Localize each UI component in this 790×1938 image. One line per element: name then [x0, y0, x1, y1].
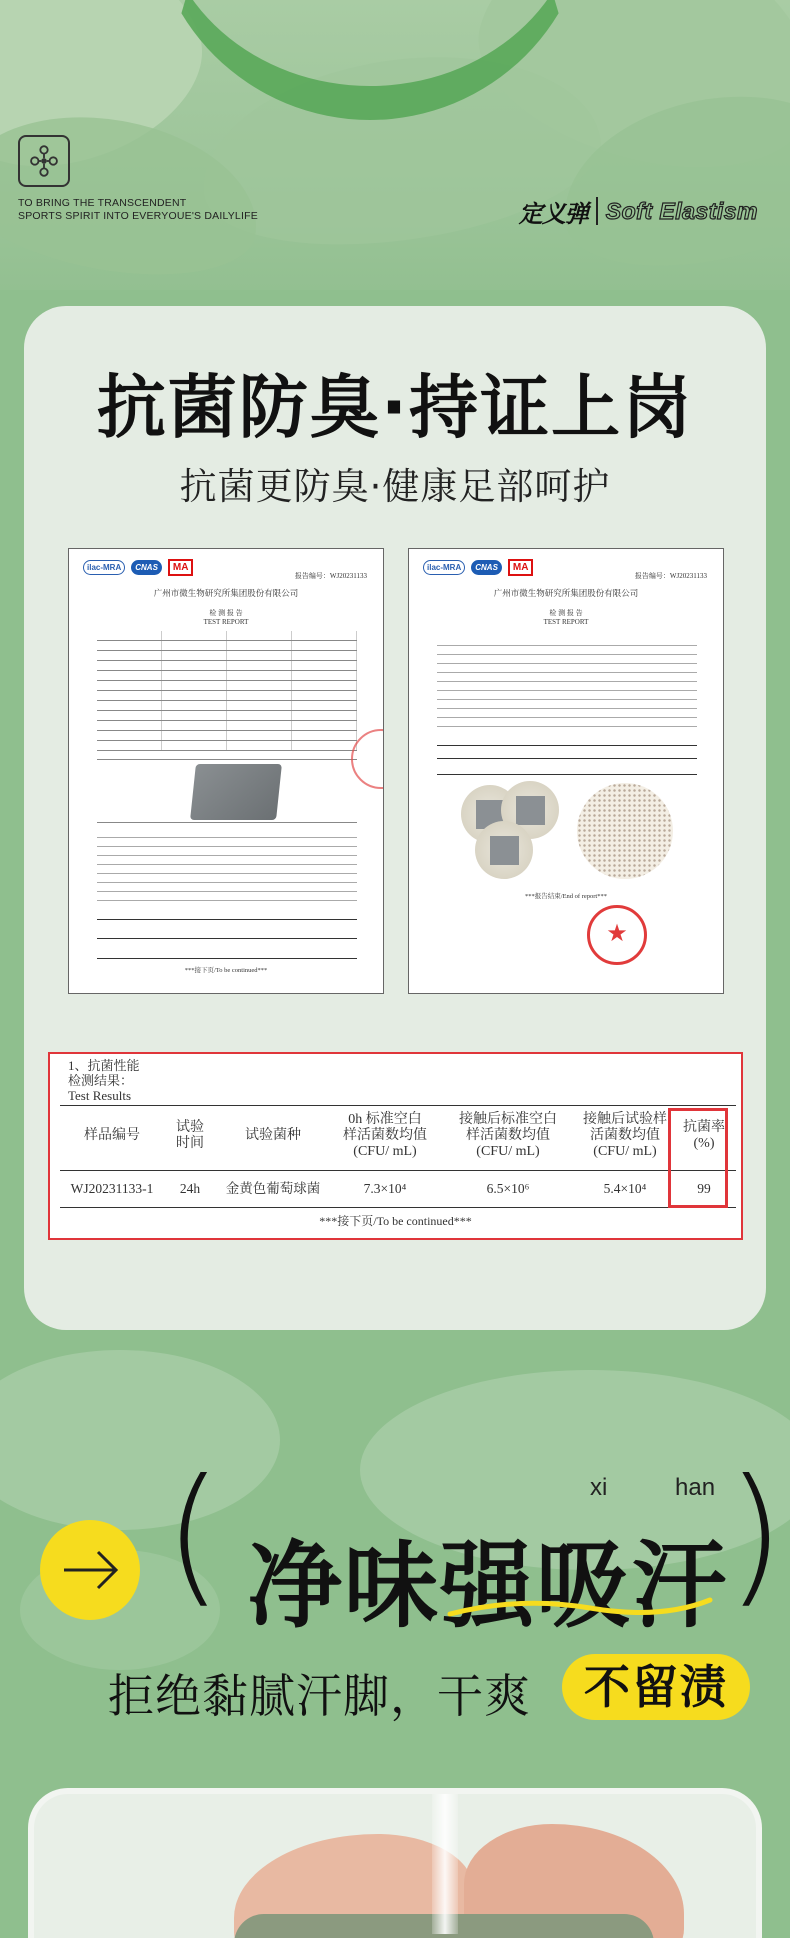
brand-name-cn: 定义弹 — [518, 199, 588, 228]
report-continued: ***接下页/To be continued*** — [184, 967, 268, 974]
slogan — [18, 197, 318, 223]
water-stream — [432, 1794, 458, 1934]
subheadline: 抗菌更防臭·健康足部呵护 — [179, 465, 611, 508]
report-title — [409, 609, 723, 627]
cell-antibacterial-rate: 99 — [697, 1181, 711, 1196]
table-top-rule — [60, 1105, 736, 1106]
cma-logo: MA — [508, 559, 534, 576]
yellow-underline — [440, 1590, 720, 1630]
report-number: 报告编号：WJ20231133 — [294, 572, 367, 580]
cnas-logo: CNAS — [471, 560, 502, 575]
cma-logo: MA — [168, 559, 194, 576]
table-bottom-rule — [60, 1207, 736, 1208]
cell-0h-blank: 7.3×10⁴ — [363, 1181, 407, 1196]
cell-bacteria: 金黄色葡萄球菌 — [225, 1181, 321, 1196]
report-title — [69, 609, 383, 627]
table-header-rule — [60, 1170, 736, 1171]
mini-results-table — [97, 919, 357, 959]
report-title-cn: 检 测 报 告 — [549, 609, 583, 617]
test-report-page-1 — [68, 548, 384, 994]
petri-dish — [475, 821, 533, 879]
slogan-line-2: SPORTS SPIRIT INTO EVERYOUE'S DAILYLIFE — [18, 210, 258, 222]
top-banner — [0, 0, 790, 290]
header-bacteria: 试验菌种 — [245, 1128, 301, 1143]
arrow-right-icon — [40, 1520, 140, 1620]
cert-logos — [83, 559, 193, 576]
feature-tagline: 拒绝黏腻汗脚，干爽 — [108, 1669, 531, 1723]
water-splash — [0, 1350, 280, 1530]
report-method-lines — [97, 829, 357, 901]
header-antibacterial-rate: 抗菌率 (%) — [683, 1120, 725, 1151]
brand-name-en: Soft Elastism — [605, 197, 758, 224]
brand-divider — [596, 197, 598, 225]
report-number: 报告编号：WJ20231133 — [634, 572, 707, 580]
paren-left: ( — [164, 1448, 223, 1622]
ilac-mra-logo: ilac-MRA — [423, 560, 465, 575]
results-table-enlarged — [48, 1052, 743, 1240]
brand-logo — [519, 196, 758, 226]
cell-sample-id: WJ20231133-1 — [70, 1181, 154, 1196]
cell-contact-sample: 5.4×10⁴ — [603, 1181, 647, 1196]
header-contact-blank: 接触后标准空白 样活菌数均值 (CFU/ mL) — [459, 1112, 557, 1159]
section-label: 1、抗菌性能 — [68, 1058, 140, 1073]
cell-test-time: 24h — [179, 1181, 201, 1196]
sample-photo — [190, 764, 282, 820]
official-seal-stamp: ★ — [587, 905, 647, 965]
bacteria-colony-dish — [577, 783, 673, 879]
header-test-time: 试验 时间 — [176, 1120, 204, 1151]
tagline-highlight: 不留渍 — [562, 1654, 750, 1720]
pinyin-xi: xi — [590, 1474, 608, 1501]
report-info-table — [97, 631, 357, 751]
feature-title: 净味强吸汗 — [248, 1532, 729, 1641]
hand-wash-photo — [28, 1788, 762, 1938]
cnas-logo: CNAS — [131, 560, 162, 575]
report-org: 广州市微生物研究所集团股份有限公司 — [153, 588, 299, 598]
ilac-mra-logo: ilac-MRA — [83, 560, 125, 575]
report-title-en: TEST REPORT — [543, 618, 589, 626]
highlight-box — [668, 1108, 728, 1208]
mini-results-table — [437, 745, 697, 775]
pinyin-han: han — [675, 1474, 716, 1501]
paren-right: ) — [726, 1448, 785, 1622]
leaf-decoration — [0, 95, 271, 290]
report-title-en: TEST REPORT — [203, 618, 249, 626]
molecule-icon — [18, 135, 70, 187]
results-label-cn: 检测结果： — [68, 1073, 134, 1088]
cell-contact-blank: 6.5×10⁶ — [486, 1181, 530, 1196]
report-title-cn: 检 测 报 告 — [209, 609, 243, 617]
header-0h-blank: 0h 标准空白 样活菌数均值 (CFU/ mL) — [343, 1112, 427, 1159]
header-contact-sample: 接触后试验样 活菌数均值 (CFU/ mL) — [583, 1112, 667, 1159]
report-end: ***报告结束/End of report*** — [525, 893, 607, 900]
report-method-lines — [437, 637, 697, 727]
test-report-page-2 — [408, 548, 724, 994]
headline: 抗菌防臭·持证上岗 — [96, 368, 694, 448]
slogan-line-1: TO BRING THE TRANSCENDENT — [18, 197, 187, 209]
sample-photo-cell — [97, 759, 357, 823]
results-label-en: Test Results — [68, 1088, 132, 1103]
table-continued: ***接下页/To be continued*** — [319, 1214, 472, 1228]
header-sample-id: 样品编号 — [84, 1128, 140, 1143]
report-org: 广州市微生物研究所集团股份有限公司 — [493, 588, 639, 598]
cert-logos — [423, 559, 533, 576]
